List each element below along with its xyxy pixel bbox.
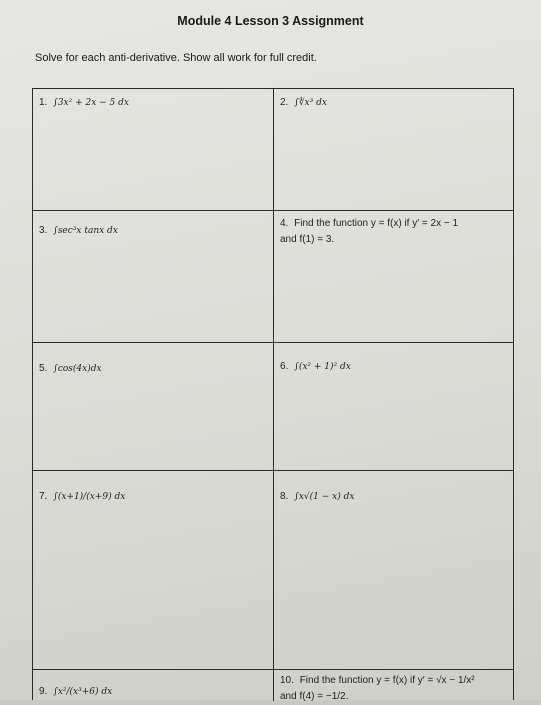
problem-row: [33, 669, 513, 701]
problem-row: [33, 210, 513, 342]
problem-cell: [274, 471, 515, 669]
problem-2: [280, 95, 327, 111]
problem-expression: Find the function y = f(x) if y′ = √x − 1/x²: [299, 675, 475, 686]
problem-cell: [33, 471, 274, 669]
problem-4: [280, 216, 458, 248]
problem-number: 7.: [39, 491, 48, 502]
problem-condition: and f(1) = 3.: [280, 234, 335, 245]
problem-number: 2.: [280, 97, 289, 108]
problem-9: [39, 684, 112, 700]
problem-row: [33, 89, 513, 210]
problem-condition: and f(4) = −1/2.: [280, 691, 349, 702]
problem-number: 3.: [39, 225, 48, 236]
problem-expression: ∫x²/(x³+6) dx: [53, 687, 113, 697]
problem-5: [39, 361, 102, 377]
problem-expression: Find the function y = f(x) if y′ = 2x − 1: [294, 218, 459, 229]
problem-grid: [32, 88, 514, 700]
problem-expression: ∫∜x³ dx: [294, 98, 327, 108]
problem-cell: [274, 670, 515, 701]
problem-row: [33, 342, 513, 470]
problem-cell: [274, 343, 515, 470]
problem-expression: ∫cos(4x)dx: [53, 364, 102, 374]
problem-10: [280, 673, 475, 705]
problem-number: 8.: [280, 491, 289, 502]
problem-7: [39, 489, 125, 505]
problem-number: 9.: [39, 686, 48, 697]
page-title: Module 4 Lesson 3 Assignment: [177, 14, 364, 28]
problem-6: [280, 359, 351, 375]
problem-cell: [33, 343, 274, 470]
problem-expression: ∫x√(1 − x) dx: [294, 492, 355, 502]
problem-cell: [33, 89, 274, 210]
problem-number: 10.: [280, 675, 294, 686]
problem-expression: ∫(x² + 1)² dx: [294, 362, 351, 372]
problem-1: [39, 95, 129, 111]
problem-row: [33, 470, 513, 669]
problem-3: [39, 223, 118, 239]
problem-cell: [274, 89, 515, 210]
problem-cell: [33, 670, 274, 701]
problem-cell: [33, 211, 274, 342]
problem-expression: ∫(x+1)/(x+9) dx: [53, 492, 126, 502]
problem-number: 6.: [280, 361, 289, 372]
problem-number: 1.: [39, 97, 48, 108]
problem-8: [280, 489, 354, 505]
problem-cell: [274, 211, 515, 342]
problem-expression: ∫sec³x tanx dx: [53, 226, 118, 236]
problem-number: 5.: [39, 363, 48, 374]
problem-expression: ∫3x² + 2x − 5 dx: [53, 98, 129, 108]
instructions: Solve for each anti-derivative. Show all work for full credit.: [35, 52, 317, 64]
problem-number: 4.: [280, 218, 289, 229]
